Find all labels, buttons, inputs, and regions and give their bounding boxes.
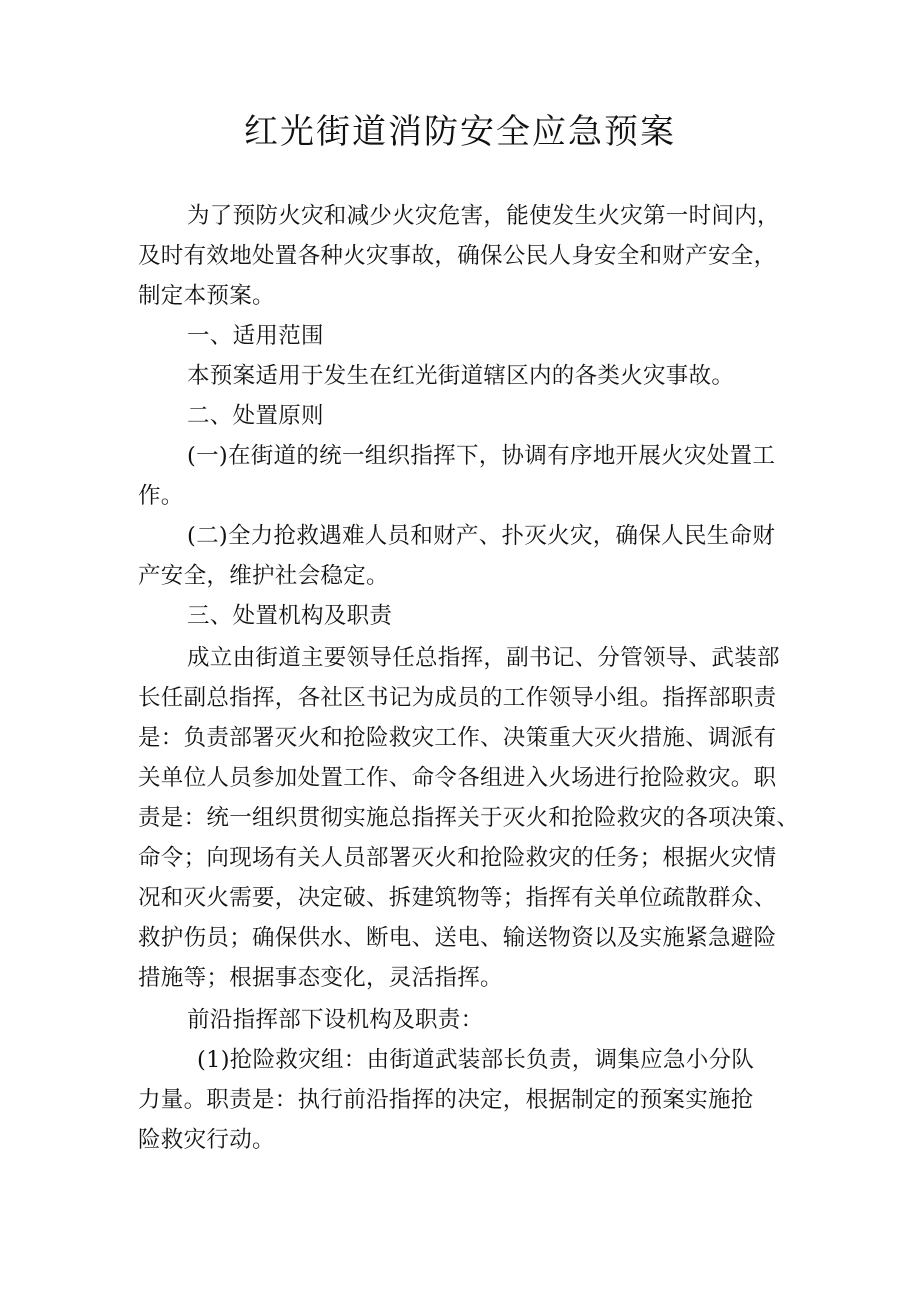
body-line: (1)抢险救灾组：由街道武装部长负责，调集应急小分队 <box>197 1047 755 1073</box>
body-line: 为了预防火灾和减少火灾危害，能使发生火灾第一时间内， <box>187 203 780 229</box>
body-line: 制定本预案。 <box>138 283 275 309</box>
body-line: 关单位人员参加处置工作、命令各组进入火场进行抢险救灾。职 <box>138 765 777 791</box>
body-line: 救护伤员；确保供水、断电、送电、输送物资以及实施紧急避险 <box>138 925 777 951</box>
body-line: (二)全力抢救遇难人员和财产、扑灭火灾，确保人民生命财 <box>187 523 776 549</box>
body-line: 前沿指挥部下设机构及职责： <box>187 1007 484 1033</box>
body-line: 险救灾行动。 <box>138 1127 275 1153</box>
body-line: 及时有效地处置各种火灾事故，确保公民人身安全和财产安全， <box>138 243 777 269</box>
body-line: 况和灭火需要，决定破、拆建筑物等；指挥有关单位疏散群众、 <box>138 885 777 911</box>
body-line: (一)在街道的统一组织指挥下，协调有序地开展火灾处置工 <box>187 443 776 469</box>
body-line: 本预案适用于发生在红光街道辖区内的各类火灾事故。 <box>187 363 735 389</box>
body-line: 长任副总指挥，各社区书记为成员的工作领导小组。指挥部职责 <box>138 685 777 711</box>
section-heading: 一、适用范围 <box>187 323 324 349</box>
body-line: 措施等；根据事态变化，灵活指挥。 <box>138 965 503 991</box>
body-line: 产安全，维护社会稳定。 <box>138 563 389 589</box>
body-line: 责是：统一组织贯彻实施总指挥关于灭火和抢险救灾的各项决策、 <box>138 805 800 831</box>
section-heading: 三、处置机构及职责 <box>187 603 393 629</box>
body-line: 命令；向现场有关人员部署灭火和抢险救灾的任务；根据火灾情 <box>138 845 777 871</box>
body-line: 是：负责部署灭火和抢险救灾工作、决策重大灭火措施、调派有 <box>138 725 777 751</box>
section-heading: 二、处置原则 <box>187 403 324 429</box>
document-title: 红光街道消防安全应急预案 <box>244 112 676 152</box>
body-line: 力量。职责是：执行前沿指挥的决定，根据制定的预案实施抢 <box>138 1087 754 1113</box>
body-line: 作。 <box>138 483 184 509</box>
body-line: 成立由街道主要领导任总指挥，副书记、分管领导、武装部 <box>187 645 780 671</box>
